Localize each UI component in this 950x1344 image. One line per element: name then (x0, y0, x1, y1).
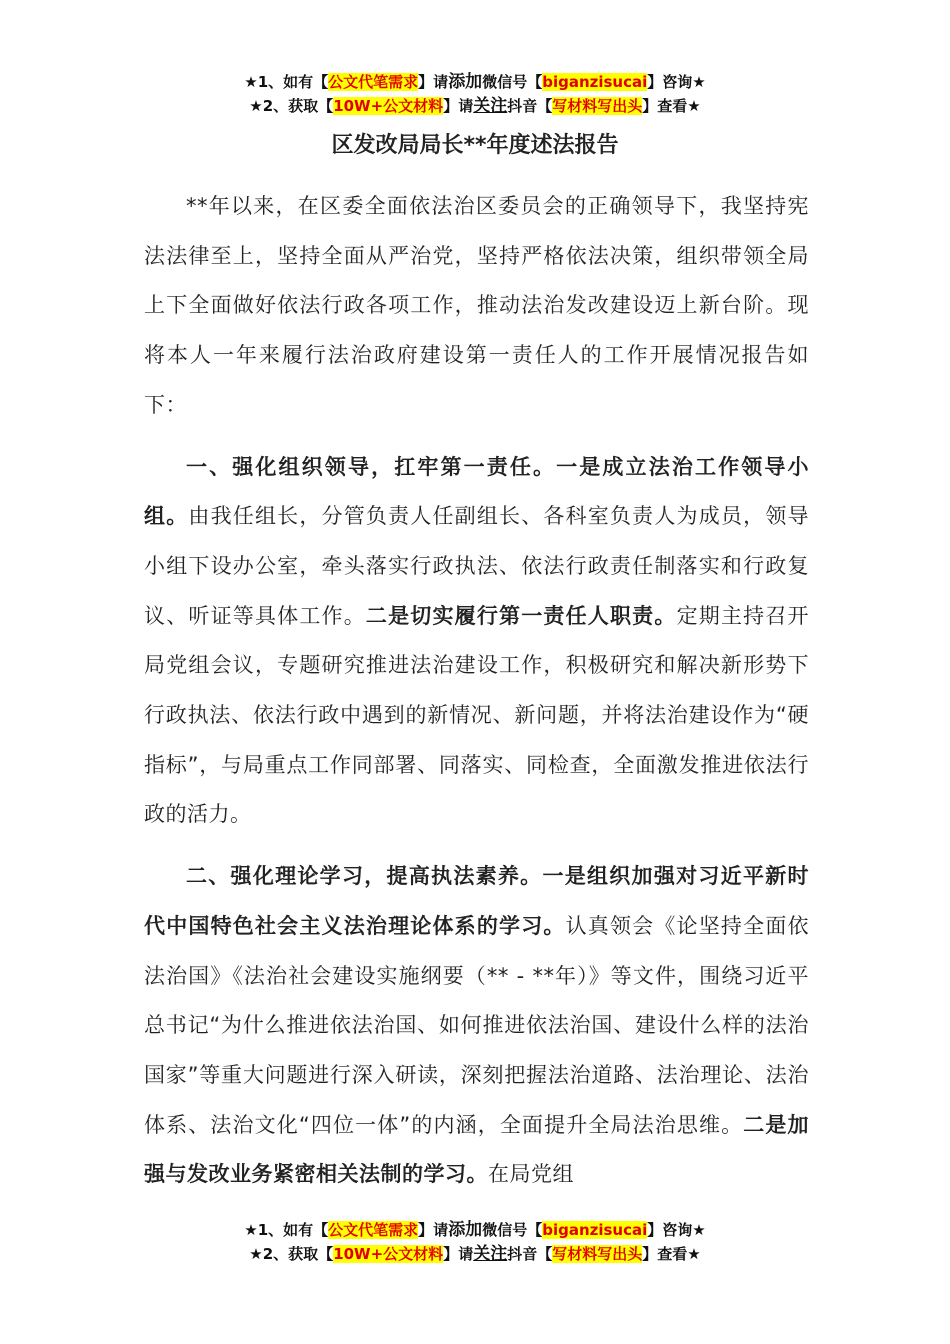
document-title: 区发改局局长**年度述法报告 (331, 133, 619, 158)
promo-douyin-id: 写材料写出头 (552, 1245, 643, 1263)
document-body (144, 182, 809, 1200)
promo-emphasis: 添加 (448, 1220, 483, 1240)
promo-text: 】请 (418, 73, 449, 91)
paragraph-text: 认真领会《论坚持全面依法治国》《法治社会建设实施纲要（** - **年）》等文件，围绕习近平总书记“为什么推进依法治国、如何推进依法治国、建设什么样的法治国家”等重大问题进行深入研读，深刻把握法治道路、法治理论、法治体系、法治文化“四位一体”的内涵，全面提升全局法治思维。 (144, 913, 810, 1137)
promo-emphasis: 添加 (448, 72, 483, 92)
bold-lead: 二是切实履行第一责任人职责。 (365, 603, 677, 628)
promo-text: 】咨询★ (647, 1221, 706, 1239)
promo-text: 微信号【 (482, 1221, 543, 1239)
promo-text: 】请 (443, 97, 474, 115)
promo-line-2 (0, 1242, 950, 1266)
promo-emphasis: 关注 (473, 1244, 508, 1264)
paragraph-text: 由我任组长，分管负责人任副组长、各科室负责人为成员，领导小组下设办公室，牵头落实行政执法、依法行政责任制落实和行政复议、听证等具体工作。 (144, 504, 810, 628)
promo-highlight: 公文代笔需求 (328, 73, 419, 91)
promo-text: ★2、获取【 (249, 97, 334, 115)
promo-line-1 (0, 1218, 950, 1242)
promo-banner-bottom (0, 1218, 950, 1266)
promo-emphasis: 关注 (473, 96, 508, 116)
promo-line-1 (0, 70, 950, 94)
paragraph-section-2 (144, 852, 809, 1200)
paragraph-text: 在局党组 (488, 1162, 574, 1187)
promo-text: 】请 (443, 1245, 474, 1263)
promo-douyin-id: 写材料写出头 (552, 97, 643, 115)
paragraph-text: 定期主持召开局党组会议，专题研究推进法治建设工作，积极研究和解决新形势下行政执法、依法行政中遇到的新情况、新问题，并将法治建设作为“硬指标”，与局重点工作同部署、同落实、同检查，全面激发推进依法行政的活力。 (144, 603, 810, 827)
promo-line-2 (0, 94, 950, 118)
promo-text: 抖音【 (507, 97, 553, 115)
promo-highlight: 公文代笔需求 (328, 1221, 419, 1239)
promo-text: 】查看★ (642, 1245, 701, 1263)
promo-highlight: 10W+公文材料 (333, 97, 444, 115)
promo-text: 】查看★ (642, 97, 701, 115)
paragraph-intro (144, 182, 809, 431)
paragraph-section-1 (144, 443, 809, 841)
promo-text: ★2、获取【 (249, 1245, 334, 1263)
bold-lead: 二是加强与发改业务紧密相关法制的学习。 (144, 1112, 809, 1187)
promo-text: 】咨询★ (647, 73, 706, 91)
promo-banner-top (0, 70, 950, 118)
promo-text: 微信号【 (482, 73, 543, 91)
section-heading: 二、强化理论学习，提高执法素养。一是组织加强对习近平新时代中国特色社会主义法治理论体系的学习。 (144, 864, 809, 938)
promo-wechat-id: biganzisucai (542, 1221, 648, 1239)
promo-text: ★1、如有【 (244, 1221, 329, 1239)
promo-highlight: 10W+公文材料 (333, 1245, 444, 1263)
promo-wechat-id: biganzisucai (542, 73, 648, 91)
promo-text: 抖音【 (507, 1245, 553, 1263)
promo-text: ★1、如有【 (244, 73, 329, 91)
paragraph-text: **年以来，在区委全面依法治区委员会的正确领导下，我坚持宪法法律至上，坚持全面从严治党，坚持严格依法决策，组织带领全局上下全面做好依法行政各项工作，推动法治发改建设迈上新台阶。现将本人一年来履行法治政府建设第一责任人的工作开展情况报告如下： (144, 194, 809, 417)
section-heading: 一、强化组织领导，扛牢第一责任。一是成立法治工作领导小组。 (144, 454, 809, 529)
promo-text: 】请 (418, 1221, 449, 1239)
